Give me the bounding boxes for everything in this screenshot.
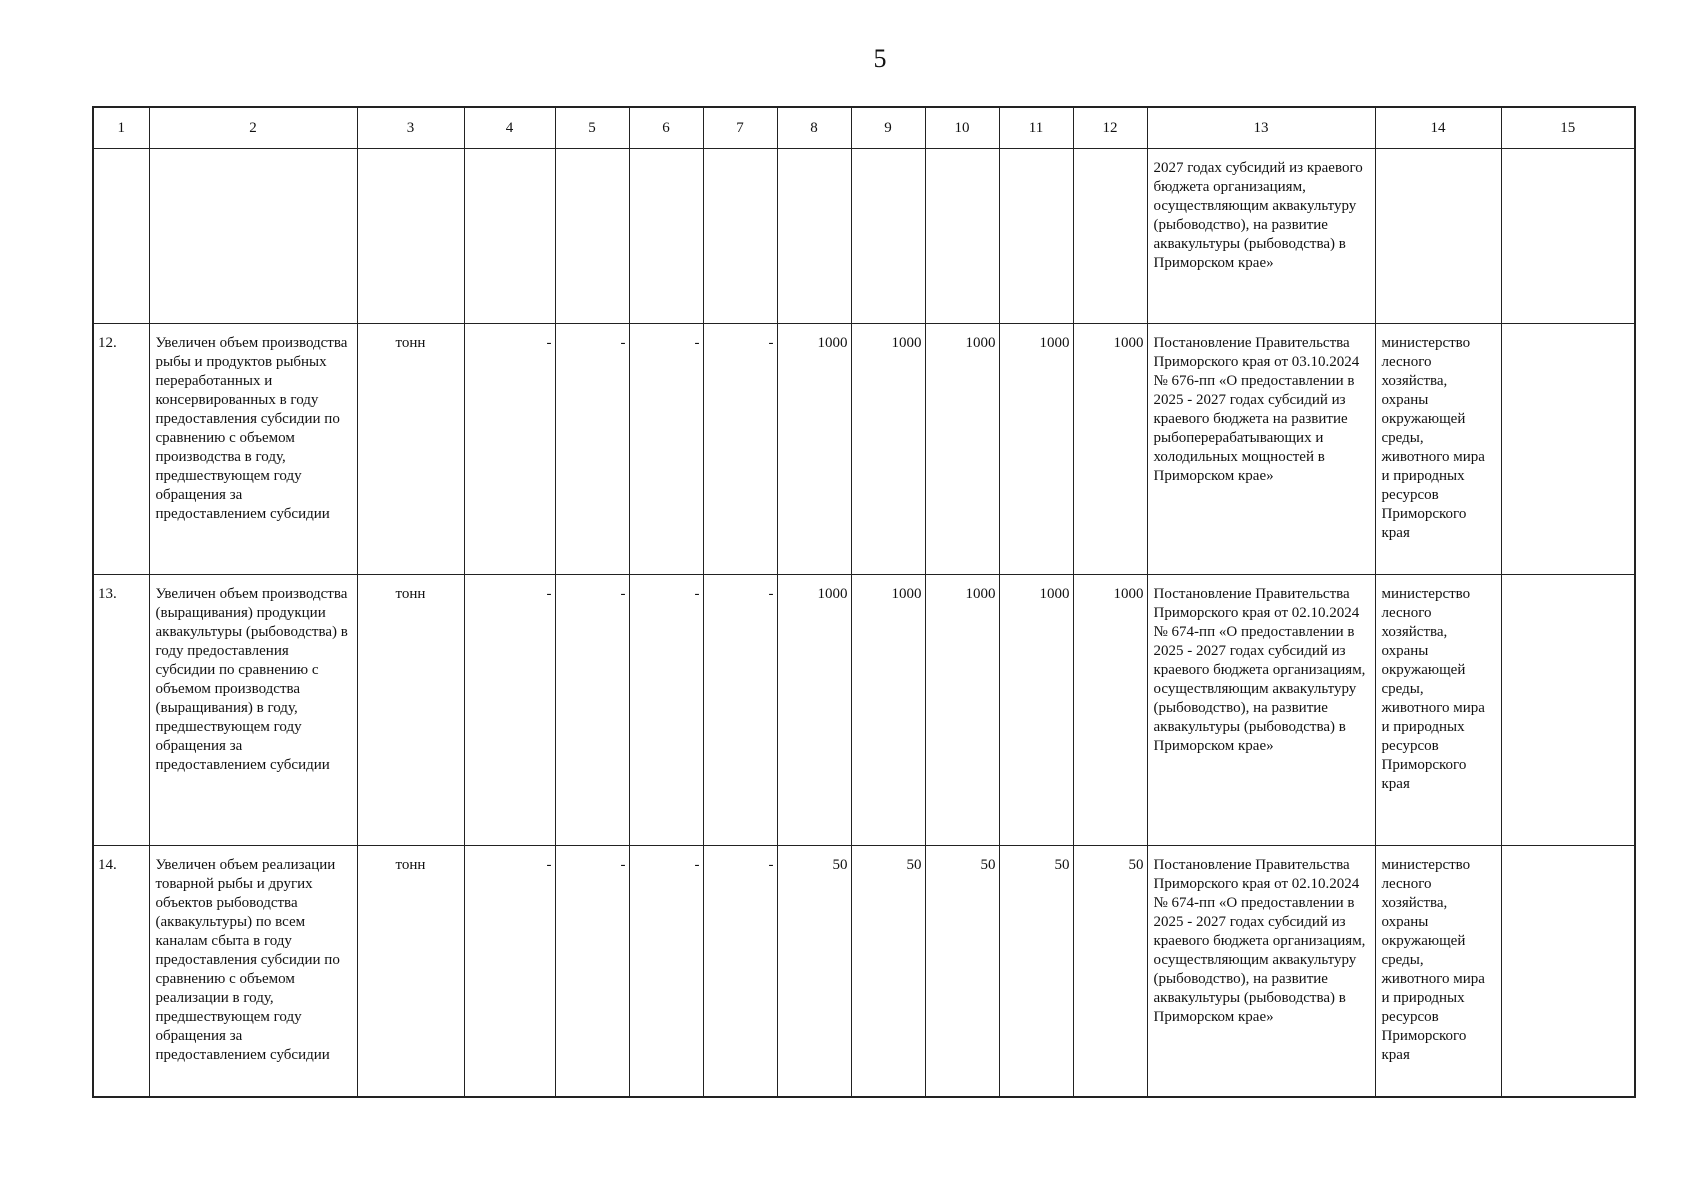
value-cell: - bbox=[620, 586, 626, 602]
value-cell bbox=[630, 149, 703, 163]
column-header: 11 bbox=[999, 107, 1073, 149]
value-cell: - bbox=[768, 335, 774, 351]
value-cell: 1000 bbox=[891, 586, 922, 602]
table-row bbox=[93, 575, 1635, 846]
value-cell: 50 bbox=[1054, 857, 1070, 873]
value-cell: - bbox=[768, 857, 774, 873]
value-cell: - bbox=[768, 586, 774, 602]
indicator-text bbox=[150, 149, 357, 163]
notes-cell bbox=[1502, 149, 1635, 163]
value-cell: 1000 bbox=[965, 335, 996, 351]
value-cell: 1000 bbox=[817, 335, 848, 351]
table-header-row bbox=[93, 107, 1635, 149]
unit-cell: тонн bbox=[395, 335, 426, 351]
row-index bbox=[94, 149, 149, 163]
value-cell: 50 bbox=[832, 857, 848, 873]
indicators-table bbox=[92, 106, 1636, 1098]
table-row bbox=[93, 149, 1635, 324]
document-cell: 2027 годах субсидий из краевого бюджета организациям, осуществляющим аквакультуру (рыбоводство), на развитие аквакультуры (рыбоводства) в Приморском крае» bbox=[1153, 160, 1363, 271]
unit-cell bbox=[358, 149, 464, 163]
value-cell: 50 bbox=[980, 857, 996, 873]
column-header: 9 bbox=[851, 107, 925, 149]
column-header: 12 bbox=[1073, 107, 1147, 149]
column-header: 8 bbox=[777, 107, 851, 149]
value-cell bbox=[556, 149, 629, 163]
value-cell bbox=[704, 149, 777, 163]
value-cell bbox=[1074, 149, 1147, 163]
value-cell: - bbox=[546, 857, 552, 873]
table-row bbox=[93, 324, 1635, 575]
value-cell: 50 bbox=[906, 857, 922, 873]
value-cell: 1000 bbox=[1039, 586, 1070, 602]
value-cell bbox=[465, 149, 555, 163]
row-index: 14. bbox=[98, 857, 117, 873]
notes-cell bbox=[1502, 575, 1635, 589]
value-cell: - bbox=[620, 857, 626, 873]
column-header: 13 bbox=[1147, 107, 1375, 149]
column-header: 10 bbox=[925, 107, 999, 149]
value-cell bbox=[852, 149, 925, 163]
column-header: 14 bbox=[1375, 107, 1501, 149]
notes-cell bbox=[1502, 324, 1635, 338]
value-cell: 1000 bbox=[965, 586, 996, 602]
column-header: 5 bbox=[555, 107, 629, 149]
value-cell: 50 bbox=[1128, 857, 1144, 873]
table-row bbox=[93, 846, 1635, 1098]
value-cell: - bbox=[546, 586, 552, 602]
responsible-cell: министерство лесного хозяйства, охраны окружающей среды, животного мира и природных ресурсов Приморского края bbox=[1381, 586, 1485, 792]
value-cell: 1000 bbox=[891, 335, 922, 351]
value-cell: - bbox=[546, 335, 552, 351]
value-cell: 1000 bbox=[1039, 335, 1070, 351]
value-cell: - bbox=[694, 586, 700, 602]
value-cell bbox=[926, 149, 999, 163]
document-cell: Постановление Правительства Приморского края от 02.10.2024 № 674-пп «О предоставлении в 2025 - 2027 годах субсидий из краевого бюджета организациям, осуществляющим аквакультуру (рыбоводство), на развитие аквакультуры (рыбоводства) в Приморском крае» bbox=[1153, 586, 1366, 754]
value-cell bbox=[1000, 149, 1073, 163]
responsible-cell: министерство лесного хозяйства, охраны окружающей среды, животного мира и природных ресурсов Приморского края bbox=[1381, 857, 1485, 1063]
indicator-text: Увеличен объем производства рыбы и продуктов рыбных переработанных и консервированных в году предоставления субсидии по сравнению с объемом производства в году, предшествующем году обращения за предоставлением субсидии bbox=[155, 335, 348, 522]
column-header: 3 bbox=[357, 107, 464, 149]
value-cell bbox=[778, 149, 851, 163]
value-cell: - bbox=[694, 335, 700, 351]
document-cell: Постановление Правительства Приморского края от 02.10.2024 № 674-пп «О предоставлении в 2025 - 2027 годах субсидий из краевого бюджета организациям, осуществляющим аквакультуру (рыбоводство), на развитие аквакультуры (рыбоводства) в Приморском крае» bbox=[1153, 857, 1366, 1025]
value-cell: 1000 bbox=[817, 586, 848, 602]
responsible-cell: министерство лесного хозяйства, охраны окружающей среды, животного мира и природных ресурсов Приморского края bbox=[1381, 335, 1485, 541]
column-header: 15 bbox=[1501, 107, 1635, 149]
column-header: 2 bbox=[149, 107, 357, 149]
column-header: 6 bbox=[629, 107, 703, 149]
responsible-cell bbox=[1376, 149, 1501, 163]
value-cell: 1000 bbox=[1113, 335, 1144, 351]
value-cell: - bbox=[694, 857, 700, 873]
unit-cell: тонн bbox=[395, 857, 426, 873]
indicator-text: Увеличен объем производства (выращивания) продукции аквакультуры (рыбоводства) в году предоставления субсидии по сравнению с объемом производства (выращивания) в году, предшествующем году обращения за предоставлением субсидии bbox=[155, 586, 348, 773]
page-number: 5 bbox=[873, 44, 887, 73]
notes-cell bbox=[1502, 846, 1635, 860]
value-cell: 1000 bbox=[1113, 586, 1144, 602]
unit-cell: тонн bbox=[395, 586, 426, 602]
value-cell: - bbox=[620, 335, 626, 351]
column-header: 7 bbox=[703, 107, 777, 149]
row-index: 12. bbox=[98, 335, 117, 351]
document-cell: Постановление Правительства Приморского края от 03.10.2024 № 676-пп «О предоставлении в 2025 - 2027 годах субсидий из краевого бюджета на развитие рыбоперерабатывающих и холодильных мощностей в Приморском крае» bbox=[1153, 335, 1360, 484]
row-index: 13. bbox=[98, 586, 117, 602]
indicator-text: Увеличен объем реализации товарной рыбы и других объектов рыбоводства (аквакультуры) по всем каналам сбыта в году предоставления субсидии по сравнению с объемом реализации в году, предшествующем году обращения за предоставлением субсидии bbox=[155, 857, 340, 1063]
column-header: 1 bbox=[93, 107, 149, 149]
column-header: 4 bbox=[464, 107, 555, 149]
